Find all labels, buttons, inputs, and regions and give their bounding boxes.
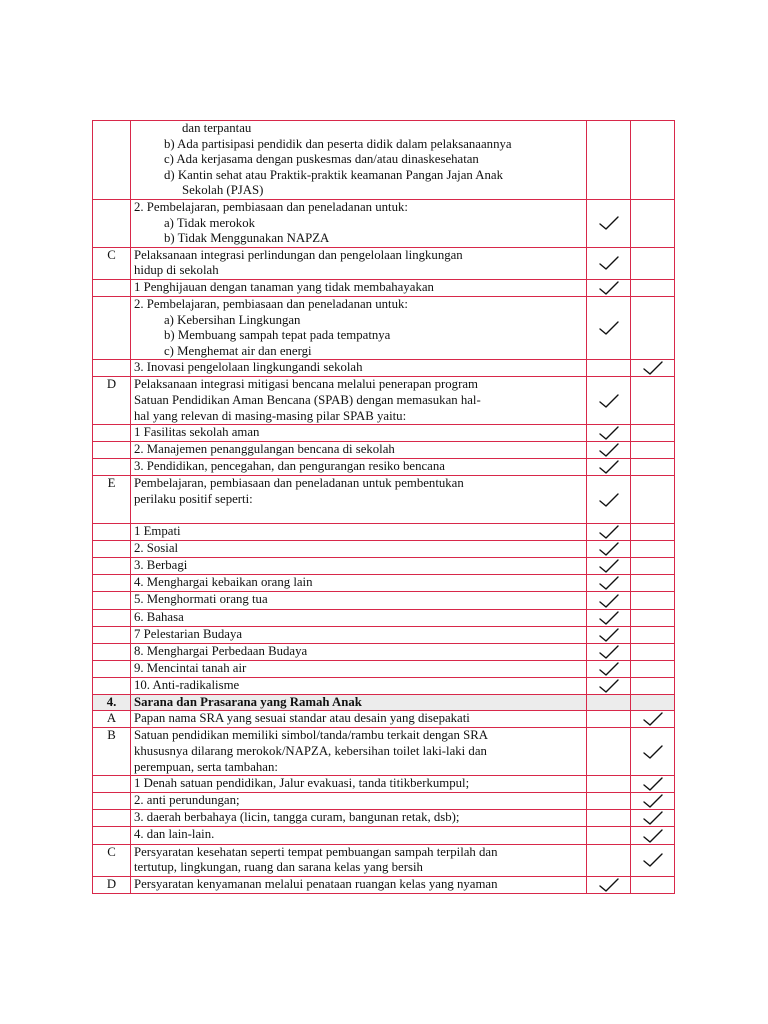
- row-number: [93, 810, 131, 827]
- check-cell-yes[interactable]: [587, 609, 631, 626]
- check-cell-yes[interactable]: [587, 711, 631, 728]
- checkmark-icon: [598, 610, 620, 626]
- row-description: [131, 199, 587, 247]
- row-description: [131, 121, 587, 200]
- row-number: [93, 442, 131, 459]
- table-row: [93, 776, 675, 793]
- checkmark-icon: [598, 492, 620, 508]
- checkmark-icon: [598, 541, 620, 557]
- check-cell-yes[interactable]: [587, 793, 631, 810]
- checkmark-icon: [642, 711, 664, 727]
- check-cell-no[interactable]: [631, 660, 675, 677]
- row-number: [93, 575, 131, 592]
- check-cell-yes[interactable]: [587, 442, 631, 459]
- table-row: [93, 524, 675, 541]
- table-row: [93, 199, 675, 247]
- check-cell-no[interactable]: [631, 199, 675, 247]
- check-cell-yes[interactable]: [587, 425, 631, 442]
- description-line: 1 Denah satuan pendidikan, Jalur evakuasi, tanda titikberkumpul;: [134, 776, 470, 791]
- check-cell-no[interactable]: [631, 377, 675, 425]
- description-line: 6. Bahasa: [134, 609, 184, 624]
- check-cell-yes[interactable]: [587, 827, 631, 844]
- check-cell-yes[interactable]: [587, 728, 631, 776]
- check-cell-yes[interactable]: [587, 592, 631, 609]
- checkmark-icon: [598, 280, 620, 296]
- row-description: [131, 876, 587, 893]
- check-cell-yes[interactable]: [587, 121, 631, 200]
- row-description: [131, 844, 587, 876]
- check-cell-yes[interactable]: [587, 677, 631, 694]
- description-line: Papan nama SRA yang sesuai standar atau desain yang disepakati: [134, 711, 470, 726]
- table-row: [93, 247, 675, 279]
- check-cell-yes[interactable]: [587, 541, 631, 558]
- table-row: [93, 660, 675, 677]
- description-line: d) Kantin sehat atau Praktik-praktik keamanan Pangan Jajan Anak: [164, 167, 504, 182]
- check-cell-no[interactable]: [631, 827, 675, 844]
- row-description: [131, 810, 587, 827]
- checkmark-icon: [598, 320, 620, 336]
- row-number: [93, 297, 131, 360]
- description-line: b) Membuang sampah tepat pada tempatnya: [164, 328, 391, 343]
- description-line: 2. Pembelajaran, pembiasaan dan peneladanan untuk:: [134, 199, 408, 214]
- row-description: [131, 609, 587, 626]
- description-line: [134, 508, 583, 524]
- check-cell-no[interactable]: [631, 425, 675, 442]
- row-description: [131, 728, 587, 776]
- check-cell-no[interactable]: [631, 711, 675, 728]
- row-number: A: [93, 711, 131, 728]
- check-cell-no[interactable]: [631, 558, 675, 575]
- row-description: [131, 541, 587, 558]
- check-cell-no[interactable]: [631, 592, 675, 609]
- row-description: [131, 776, 587, 793]
- check-cell-no[interactable]: [631, 297, 675, 360]
- table-row: [93, 609, 675, 626]
- checkmark-icon: [598, 678, 620, 694]
- description-line: Sekolah (PJAS): [182, 183, 264, 198]
- row-number: [93, 558, 131, 575]
- check-cell-yes[interactable]: [587, 459, 631, 476]
- description-line: 3. Berbagi: [134, 558, 188, 573]
- checkmark-icon: [598, 393, 620, 409]
- description-line: 2. Pembelajaran, pembiasaan dan peneladanan untuk:: [134, 297, 408, 311]
- checkmark-icon: [598, 877, 620, 893]
- checkmark-icon: [598, 661, 620, 677]
- check-cell-no[interactable]: [631, 643, 675, 660]
- row-number: [93, 626, 131, 643]
- check-cell-yes[interactable]: [587, 279, 631, 296]
- table-row: [93, 541, 675, 558]
- checkmark-icon: [642, 852, 664, 868]
- checkmark-icon: [642, 776, 664, 792]
- assessment-table-body: [93, 121, 675, 894]
- description-line: 5. Menghormati orang tua: [134, 592, 268, 607]
- table-row: [93, 558, 675, 575]
- check-cell-yes[interactable]: [587, 876, 631, 893]
- check-cell-yes[interactable]: [587, 199, 631, 247]
- check-cell-no[interactable]: [631, 541, 675, 558]
- table-row: [93, 844, 675, 876]
- check-cell-no[interactable]: [631, 694, 675, 711]
- description-line: 9. Mencintai tanah air: [134, 660, 247, 675]
- row-number: [93, 360, 131, 377]
- check-cell-no[interactable]: [631, 476, 675, 524]
- row-number: [93, 660, 131, 677]
- checkmark-icon: [598, 524, 620, 540]
- description-line: b) Ada partisipasi pendidik dan peserta didik dalam pelaksanaannya: [164, 136, 512, 151]
- description-line: hal yang relevan di masing-masing pilar SPAB yaitu:: [134, 408, 407, 423]
- description-line: perempuan, serta tambahan:: [134, 759, 278, 774]
- checkmark-icon: [598, 627, 620, 643]
- description-line: 1 Fasilitas sekolah aman: [134, 425, 260, 440]
- check-cell-no[interactable]: [631, 876, 675, 893]
- description-line: a) Tidak merokok: [164, 215, 255, 230]
- table-row: [93, 793, 675, 810]
- row-description: [131, 297, 587, 360]
- table-row: [93, 643, 675, 660]
- checkmark-icon: [598, 442, 620, 458]
- description-line: Satuan pendidikan memiliki simbol/tanda/rambu terkait dengan SRA: [134, 728, 488, 743]
- check-cell-no[interactable]: [631, 279, 675, 296]
- description-line: khususnya dilarang merokok/NAPZA, kebersihan toilet laki-laki dan: [134, 744, 487, 759]
- checkmark-icon: [598, 255, 620, 271]
- row-number: [93, 199, 131, 247]
- checkmark-icon: [642, 810, 664, 826]
- check-cell-yes[interactable]: [587, 660, 631, 677]
- row-number: [93, 609, 131, 626]
- row-number: 4.: [93, 694, 131, 711]
- checkmark-icon: [642, 793, 664, 809]
- table-row: [93, 279, 675, 296]
- table-row: [93, 297, 675, 360]
- checkmark-icon: [598, 215, 620, 231]
- section-header-row: [93, 694, 675, 711]
- checkmark-icon: [598, 558, 620, 574]
- row-description: [131, 827, 587, 844]
- check-cell-yes[interactable]: [587, 694, 631, 711]
- check-cell-yes[interactable]: [587, 360, 631, 377]
- check-cell-no[interactable]: [631, 844, 675, 876]
- checkmark-icon: [598, 593, 620, 609]
- description-line: 2. Manajemen penanggulangan bencana di sekolah: [134, 442, 395, 457]
- check-cell-yes[interactable]: [587, 247, 631, 279]
- row-description: [131, 592, 587, 609]
- row-number: D: [93, 876, 131, 893]
- row-number: B: [93, 728, 131, 776]
- table-row: [93, 711, 675, 728]
- table-row: [93, 425, 675, 442]
- row-number: C: [93, 844, 131, 876]
- description-line: tertutup, lingkungan, ruang dan sarana kelas yang bersih: [134, 860, 423, 875]
- table-row: [93, 377, 675, 425]
- check-cell-yes[interactable]: [587, 810, 631, 827]
- checkmark-icon: [642, 744, 664, 760]
- table-row: [93, 827, 675, 844]
- table-row: [93, 626, 675, 643]
- check-cell-yes[interactable]: [587, 626, 631, 643]
- table-row: [93, 810, 675, 827]
- description-line: 4. Menghargai kebaikan orang lain: [134, 575, 313, 590]
- checkmark-icon: [598, 644, 620, 660]
- check-cell-yes[interactable]: [587, 297, 631, 360]
- table-row: [93, 121, 675, 200]
- row-description: [131, 793, 587, 810]
- row-number: [93, 827, 131, 844]
- row-number: D: [93, 377, 131, 425]
- row-description: [131, 660, 587, 677]
- row-description: [131, 279, 587, 296]
- row-number: [93, 279, 131, 296]
- check-cell-no[interactable]: [631, 626, 675, 643]
- description-line: 7 Pelestarian Budaya: [134, 626, 243, 641]
- row-number: C: [93, 247, 131, 279]
- check-cell-yes[interactable]: [587, 643, 631, 660]
- row-description: [131, 425, 587, 442]
- description-line: 10. Anti-radikalisme: [134, 677, 240, 692]
- description-line: c) Ada kerjasama dengan puskesmas dan/atau dinaskesehatan: [164, 152, 479, 167]
- row-number: [93, 524, 131, 541]
- description-line: Sarana dan Prasarana yang Ramah Anak: [134, 694, 362, 709]
- check-cell-no[interactable]: [631, 575, 675, 592]
- row-description: [131, 442, 587, 459]
- row-description: [131, 575, 587, 592]
- description-line: 3. Pendidikan, pencegahan, dan pengurangan resiko bencana: [134, 459, 445, 474]
- description-line: 2. anti perundungan;: [134, 793, 240, 808]
- description-line: Pembelajaran, pembiasaan dan peneladanan untuk pembentukan: [134, 476, 464, 491]
- row-number: [93, 776, 131, 793]
- row-description: [131, 711, 587, 728]
- check-cell-yes[interactable]: [587, 776, 631, 793]
- row-description: [131, 377, 587, 425]
- table-row: [93, 476, 675, 524]
- description-line: Persyaratan kesehatan seperti tempat pembuangan sampah terpilah dan: [134, 844, 498, 859]
- row-number: [93, 793, 131, 810]
- row-number: [93, 121, 131, 200]
- assessment-table: [92, 120, 675, 894]
- check-cell-no[interactable]: [631, 728, 675, 776]
- description-line: 3. daerah berbahaya (licin, tangga curam, bangunan retak, dsb);: [134, 810, 460, 825]
- description-line: Satuan Pendidikan Aman Bencana (SPAB) dengan memasukan hal-: [134, 393, 481, 408]
- check-cell-no[interactable]: [631, 459, 675, 476]
- description-line: 4. dan lain-lain.: [134, 827, 215, 842]
- row-number: [93, 677, 131, 694]
- check-cell-yes[interactable]: [587, 558, 631, 575]
- description-line: 1 Empati: [134, 524, 181, 539]
- row-description: [131, 459, 587, 476]
- check-cell-no[interactable]: [631, 793, 675, 810]
- description-line: hidup di sekolah: [134, 263, 219, 278]
- row-description: [131, 558, 587, 575]
- table-row: [93, 728, 675, 776]
- check-cell-yes[interactable]: [587, 524, 631, 541]
- description-line: 3. Inovasi pengelolaan lingkungandi sekolah: [134, 360, 363, 375]
- row-description: [131, 360, 587, 377]
- table-row: [93, 360, 675, 377]
- check-cell-no[interactable]: [631, 247, 675, 279]
- description-line: 8. Menghargai Perbedaan Budaya: [134, 643, 308, 658]
- checkmark-icon: [598, 425, 620, 441]
- description-line: 1 Penghijauan dengan tanaman yang tidak membahayakan: [134, 279, 434, 294]
- checkmark-icon: [642, 828, 664, 844]
- description-line: Pelaksanaan integrasi mitigasi bencana melalui penerapan program: [134, 377, 478, 392]
- row-description: [131, 677, 587, 694]
- row-number: [93, 459, 131, 476]
- table-row: [93, 459, 675, 476]
- description-line: b) Tidak Menggunakan NAPZA: [164, 231, 330, 246]
- table-row: [93, 442, 675, 459]
- row-description: [131, 524, 587, 541]
- table-row: [93, 575, 675, 592]
- check-cell-yes[interactable]: [587, 575, 631, 592]
- row-number: [93, 425, 131, 442]
- description-line: Persyaratan kenyamanan melalui penataan ruangan kelas yang nyaman: [134, 876, 498, 891]
- check-cell-no[interactable]: [631, 609, 675, 626]
- row-description: [131, 694, 587, 711]
- check-cell-no[interactable]: [631, 121, 675, 200]
- checkmark-icon: [598, 575, 620, 591]
- check-cell-no[interactable]: [631, 524, 675, 541]
- description-line: 2. Sosial: [134, 541, 179, 556]
- description-line: dan terpantau: [182, 121, 252, 135]
- description-line: a) Kebersihan Lingkungan: [164, 312, 301, 327]
- check-cell-yes[interactable]: [587, 844, 631, 876]
- check-cell-no[interactable]: [631, 360, 675, 377]
- checkmark-icon: [598, 459, 620, 475]
- table-row: [93, 592, 675, 609]
- description-line: Pelaksanaan integrasi perlindungan dan pengelolaan lingkungan: [134, 247, 463, 262]
- table-row: [93, 876, 675, 893]
- row-number: [93, 541, 131, 558]
- row-description: [131, 626, 587, 643]
- description-line: c) Menghemat air dan energi: [164, 343, 312, 358]
- checkmark-icon: [642, 360, 664, 376]
- check-cell-yes[interactable]: [587, 476, 631, 524]
- row-number: E: [93, 476, 131, 524]
- row-description: [131, 247, 587, 279]
- row-description: [131, 476, 587, 524]
- row-number: [93, 592, 131, 609]
- description-line: perilaku positif seperti:: [134, 492, 253, 506]
- row-description: [131, 643, 587, 660]
- check-cell-yes[interactable]: [587, 377, 631, 425]
- check-cell-no[interactable]: [631, 677, 675, 694]
- row-number: [93, 643, 131, 660]
- check-cell-no[interactable]: [631, 442, 675, 459]
- table-row: [93, 677, 675, 694]
- check-cell-no[interactable]: [631, 810, 675, 827]
- check-cell-no[interactable]: [631, 776, 675, 793]
